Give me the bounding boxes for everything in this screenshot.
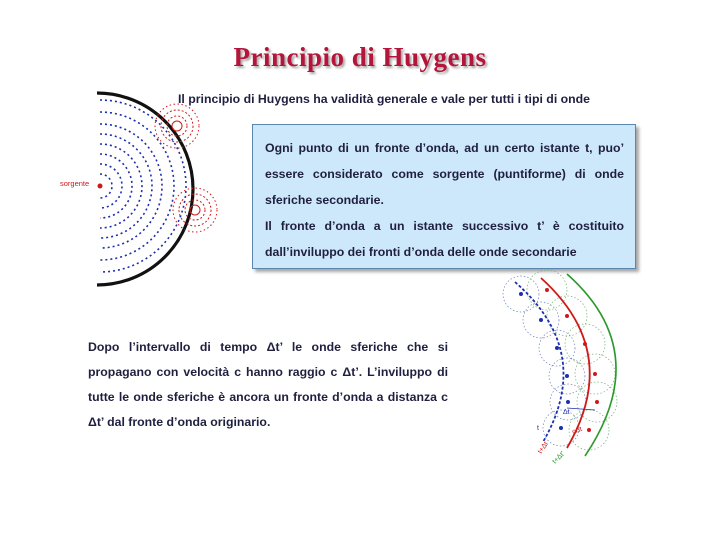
definition-paragraph-1: Ogni punto di un fronte d’onda, ad un certo istante t, puo’ essere considerato come sorgente (puntiforme) di onde sferiche secondarie.	[265, 141, 624, 207]
intro-text: Il principio di Huygens ha validità generale e vale per tutti i tipi di onde	[178, 92, 591, 106]
delta-t-arrow	[567, 408, 595, 410]
wavefront-5	[100, 134, 152, 238]
wavefront-4	[100, 144, 142, 228]
secondary-wavelets-top	[155, 104, 199, 148]
source-label: sorgente	[60, 179, 90, 188]
label-delta-t: Δt	[563, 409, 570, 416]
definition-paragraph-2: Il fronte d’onda a un istante successivo t’ è costituito dall’inviluppo dei fronti d’onda delle onde secondarie	[265, 219, 624, 259]
wavelets	[503, 276, 586, 446]
definition-box	[252, 124, 636, 269]
label-t-plus-dt-prime: t+Δt'	[551, 450, 567, 466]
wavefront-2	[100, 164, 122, 208]
wavefront-propagation-figure	[505, 272, 645, 472]
explanation-block	[88, 335, 448, 435]
wavefront-3	[100, 154, 132, 218]
source-point	[98, 184, 103, 189]
secondary-wavelets-bottom	[173, 188, 217, 232]
huygens-source-figure	[55, 88, 285, 298]
label-t-plus-dt: t+Δt	[536, 440, 550, 456]
label-t: t	[537, 425, 539, 432]
wavefront-t	[515, 282, 563, 442]
label-c-dt: cΔt	[571, 425, 584, 436]
page-title: Principio di Huygens	[233, 42, 487, 72]
explanation-text: Dopo l’intervallo di tempo Δt’ le onde sferiche che si propagano con velocità c hanno raggio c Δt’. L’inviluppo di tutte le onde sferiche è ancora un fronte d’onda a distanza c Δt’ dal fronte d’onda originario.	[88, 340, 448, 429]
